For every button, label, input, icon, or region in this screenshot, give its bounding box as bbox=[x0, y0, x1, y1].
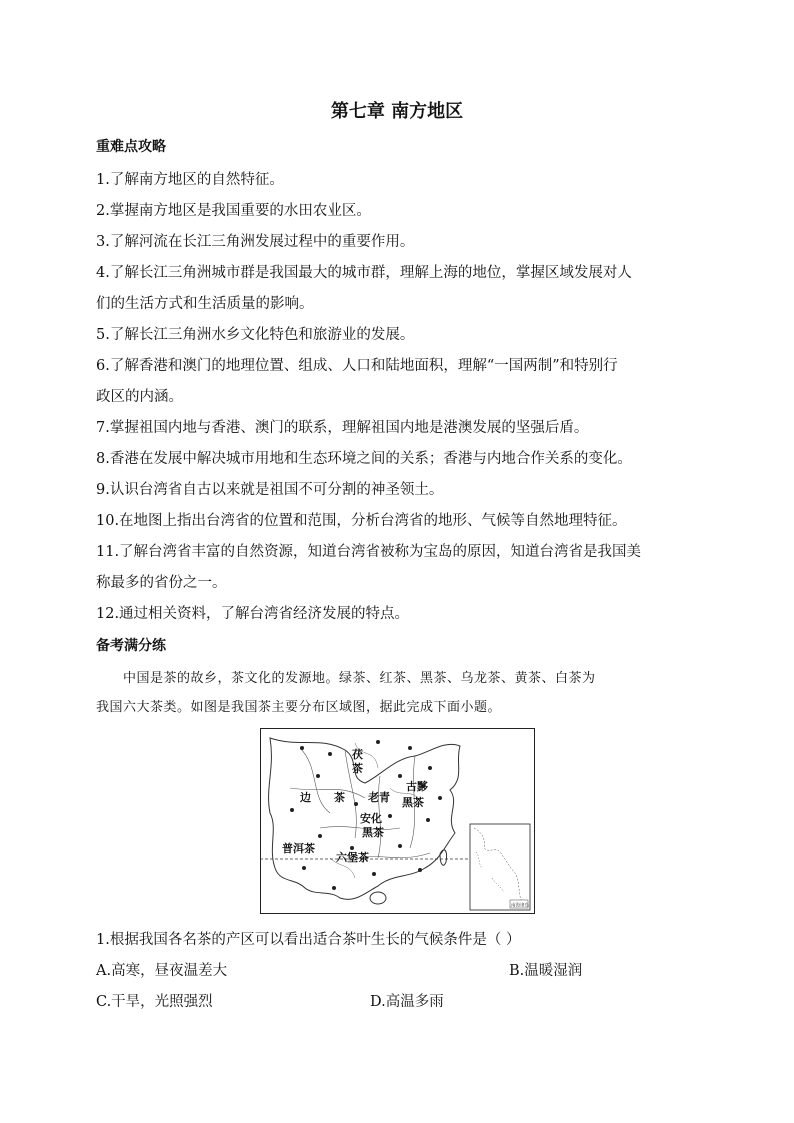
map-label-bian: 边 bbox=[300, 791, 311, 804]
intro-paragraph-line2: 我国六大茶类。如图是我国茶主要分布区域图，据此完成下面小题。 bbox=[96, 700, 502, 715]
intro-paragraph-line1: 中国是茶的故乡，茶文化的发源地。绿茶、红茶、黑茶、乌龙茶、黄茶、白茶为 bbox=[123, 671, 596, 686]
section-heading-key-points: 重难点攻略 bbox=[96, 139, 166, 155]
list-item: 称最多的省份之一。 bbox=[96, 575, 227, 591]
list-item: 1.了解南方地区的自然特征。 bbox=[96, 172, 284, 188]
option-c[interactable]: C.干旱，光照强烈 bbox=[96, 994, 213, 1010]
list-item: 5.了解长江三角洲水乡文化特色和旅游业的发展。 bbox=[96, 327, 415, 343]
list-item: 6.了解香港和澳门的地理位置、组成、人口和陆地面积，理解“一国两制”和特别行 bbox=[96, 358, 618, 374]
map-label-fu-cha: 茶 bbox=[352, 762, 363, 775]
section-heading-practice: 备考满分练 bbox=[96, 638, 166, 654]
map-label-anhua: 安化 bbox=[360, 812, 382, 825]
list-item: 政区的内涵。 bbox=[96, 389, 183, 405]
option-b[interactable]: B.温暖湿润 bbox=[509, 963, 583, 979]
option-a[interactable]: A.高寒，昼夜温差大 bbox=[96, 963, 228, 979]
list-item: 9.认识台湾省自古以来就是祖国不可分割的神圣领土。 bbox=[96, 482, 444, 498]
page-title: 第七章 南方地区 bbox=[330, 101, 464, 122]
list-item: 12.通过相关资料，了解台湾省经济发展的特点。 bbox=[96, 606, 410, 622]
list-item: 11.了解台湾省丰富的自然资源，知道台湾省被称为宝岛的原因，知道台湾省是我国美 bbox=[96, 544, 642, 560]
map-label-laoqing: 老青 bbox=[368, 791, 390, 804]
map-label-heicha: 黑茶 bbox=[402, 796, 424, 809]
inset-label: 南海诸岛 bbox=[511, 903, 529, 909]
tea-distribution-map bbox=[260, 728, 535, 914]
question-stem: 1.根据我国各名茶的产区可以看出适合茶叶生长的气候条件是（ ） bbox=[96, 932, 521, 948]
list-item: 8.香港在发展中解决城市用地和生态环境之间的关系；香港与内地合作关系的变化。 bbox=[96, 451, 632, 467]
map-label-cha: 茶 bbox=[334, 791, 345, 804]
map-label-fu: 茯 bbox=[352, 748, 363, 761]
map-label-liubao: 六堡茶 bbox=[336, 851, 369, 864]
list-item: 2.掌握南方地区是我国重要的水田农业区。 bbox=[96, 203, 371, 219]
map-label-heicha2: 黑茶 bbox=[362, 826, 384, 839]
list-item: 3.了解河流在长江三角洲发展过程中的重要作用。 bbox=[96, 234, 415, 250]
list-item: 10.在地图上指出台湾省的位置和范围，分析台湾省的地形、气候等自然地理特征。 bbox=[96, 513, 627, 529]
list-item: 们的生活方式和生活质量的影响。 bbox=[96, 296, 314, 312]
list-item: 7.掌握祖国内地与香港、澳门的联系，理解祖国内地是港澳发展的坚强后盾。 bbox=[96, 420, 589, 436]
map-label-gubian: 古黟 bbox=[406, 780, 428, 793]
south-china-sea-inset bbox=[470, 824, 530, 910]
option-d[interactable]: D.高温多雨 bbox=[370, 994, 444, 1010]
list-item: 4.了解长江三角洲城市群是我国最大的城市群，理解上海的地位，掌握区域发展对人 bbox=[96, 265, 632, 281]
map-label-puer: 普洱茶 bbox=[282, 842, 315, 855]
